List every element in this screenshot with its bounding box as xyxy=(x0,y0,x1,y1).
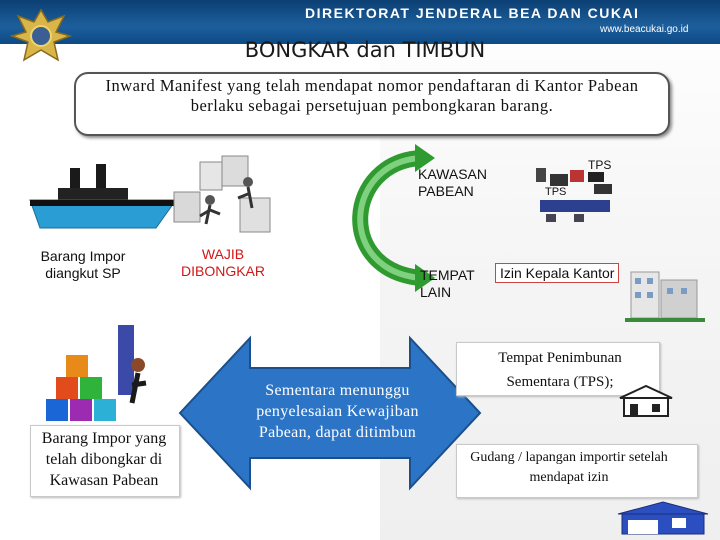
manifest-callout xyxy=(74,72,670,136)
tps-label-1: TPS xyxy=(588,158,612,172)
eagle-emblem-icon xyxy=(6,2,76,72)
page-title: BONGKAR dan TIMBUN xyxy=(244,38,486,62)
head-permit-box: Izin Kepala Kantor xyxy=(495,263,619,283)
warehouse-icon xyxy=(616,500,710,536)
double-arrow-text: Sementara menunggu penyelesaian Kewajiban Pabean, dapat ditimbun xyxy=(256,382,419,441)
office-building-icon xyxy=(625,262,705,322)
stacked-caption: Barang Impor yang telah dibongkar di Kawasan Pabean xyxy=(41,430,167,489)
house-icon xyxy=(616,384,676,418)
org-title: DIREKTORAT JENDERAL BEA DAN CUKAI xyxy=(305,5,640,21)
tps-full-text: Tempat Penimbunan Sementara (TPS); xyxy=(498,350,622,390)
customs-area-label: KAWASAN PABEAN xyxy=(418,166,487,199)
stacked-boxes-icon xyxy=(46,325,166,425)
unload-caption: WAJIB DIBONGKAR xyxy=(180,246,265,279)
manifest-text: Inward Manifest yang telah mendapat nomor pendaftaran di Kantor Pabean berlaku sebagai persetujuan pembongkaran barang. xyxy=(105,76,639,115)
workers-icon xyxy=(170,152,280,242)
other-place-label: TEMPAT LAIN xyxy=(420,267,475,300)
header-url[interactable]: www.beacukai.go.id xyxy=(600,24,689,35)
warehouse-text: Gudang / lapangan importir setelah mendapat izin xyxy=(470,450,668,485)
ship-icon xyxy=(28,160,178,240)
tps-label-2: TPS xyxy=(545,186,567,198)
ship-caption: Barang Impor diangkut SP xyxy=(40,248,126,281)
